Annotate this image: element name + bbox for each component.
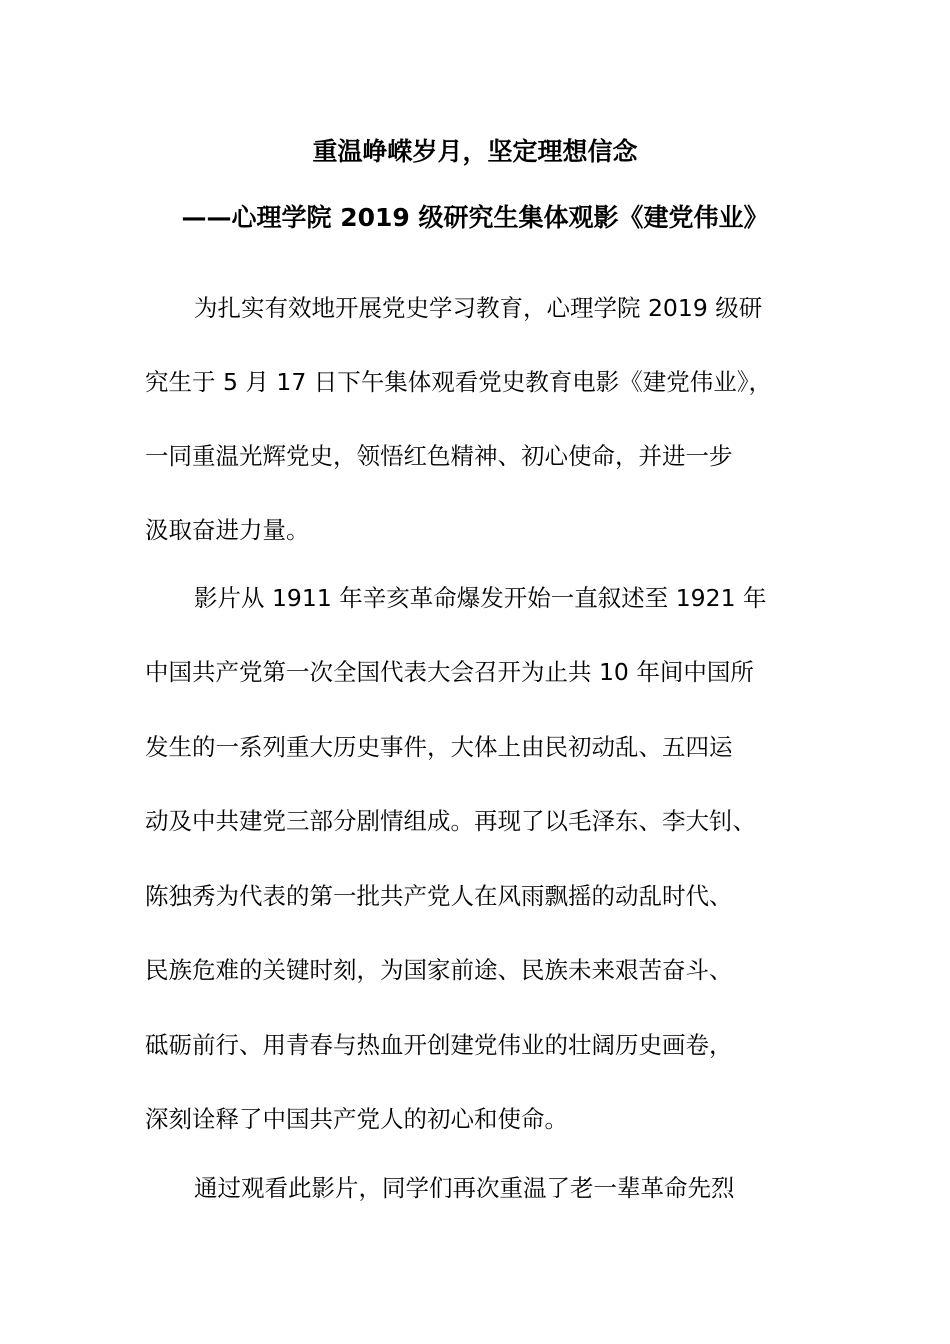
paragraph-line: 为扎实有效地开展党史学习教育，心理学院 2019 级研 [194,294,763,322]
document-subtitle: ——心理学院 2019 级研究生集体观影《建党伟业》 [181,203,769,232]
paragraph-line: 一同重温光辉党史，领悟红色精神、初心使命，并进一步 [145,442,733,470]
document-title: 重温峥嵘岁月，坚定理想信念 [312,137,638,166]
paragraph-line: 汲取奋进力量。 [145,516,310,544]
paragraph-line: 究生于 5 月 17 日下午集体观看党史教育电影《建党伟业》， [145,368,772,396]
paragraph-line: 中国共产党第一次全国代表大会召开为止共 10 年间中国所 [145,658,754,686]
paragraph-line: 通过观看此影片，同学们再次重温了老一辈革命先烈 [194,1174,735,1202]
paragraph-line: 影片从 1911 年辛亥革命爆发开始一直叙述至 1921 年 [194,584,767,612]
paragraph-line: 砥砺前行、用青春与热血开创建党伟业的壮阔历史画卷， [145,1031,733,1059]
paragraph-line: 陈独秀为代表的第一批共产党人在风雨飘摇的动乱时代、 [145,882,733,910]
paragraph-line: 深刻诠释了中国共产党人的初心和使命。 [145,1105,568,1133]
paragraph-line: 动及中共建党三部分剧情组成。再现了以毛泽东、李大钊、 [145,807,756,835]
paragraph-line: 发生的一系列重大历史事件，大体上由民初动乱、五四运 [145,733,733,761]
paragraph-line: 民族危难的关键时刻，为国家前途、民族未来艰苦奋斗、 [145,956,733,984]
